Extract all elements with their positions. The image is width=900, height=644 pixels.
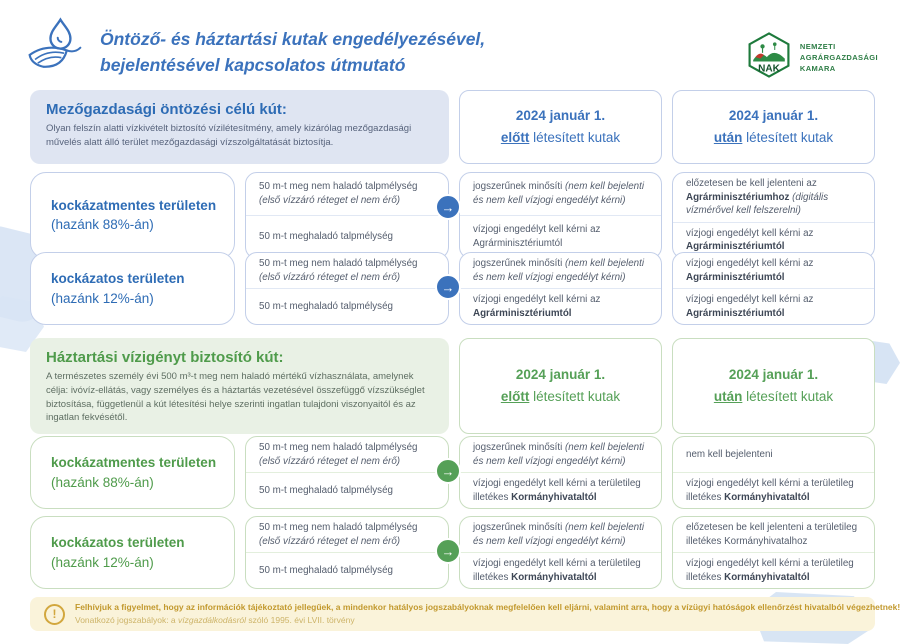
rules-after-2024-box: nem kell bejelenteni vízjogi engedélyt kell kérni a területileg illetékes Kormányhivataltól <box>672 436 875 509</box>
exclamation-icon: ! <box>44 604 65 625</box>
rules-after-2024-box: vízjogi engedélyt kell kérni az Agrárminisztériumtól vízjogi engedélyt kell kérni az Agrárminisztériumtól <box>672 252 875 325</box>
household-row-riskfree <box>30 436 875 506</box>
rules-before-2024-box: jogszerűnek minősíti (nem kell bejelenti és nem kell vízjogi engedélyt kérni) vízjogi engedélyt kell kérni a területileg illetékes Kormányhivataltól <box>459 516 662 589</box>
rules-before-2024-box: jogszerűnek minősíti (nem kell bejelenti és nem kell vízjogi engedélyt kérni) vízjogi engedélyt kell kérni a területileg illetékes Kormányhivataltól <box>459 436 662 509</box>
water-drop-leaves-icon <box>26 16 84 79</box>
rules-before-2024-box: jogszerűnek minősíti (nem kell bejelenti és nem kell vízjogi engedélyt kérni) vízjogi engedélyt kell kérni az Agrárminisztériumtól <box>459 172 662 259</box>
depth-conditions-box: 50 m-t meg nem haladó talpmélység (első vízzáró réteget el nem érő) 50 m-t meghaladó talpmélység <box>245 172 449 259</box>
area-label-risky: kockázatos területen (hazánk 12%-án) <box>30 252 235 325</box>
arrow-right-icon: → <box>435 274 461 300</box>
section-description: A természetes személy évi 500 m³-t meg nem haladó mértékű vízhasználata, amelynek célja: ivóvíz-ellátás, vagy személyes és a háztartás vezetésével összefüggő vízszükséglet biztosítása, függetlenül a kút létesítési helye szerinti ingatlan tulajdoni viszonyaitól és az ingatlan fekvésétől. <box>46 371 425 424</box>
page-title <box>100 26 485 79</box>
area-label-riskfree: kockázatmentes területen (hazánk 88%-án) <box>30 172 235 259</box>
section-title: Mezőgazdasági öntözési célú kút: <box>46 101 287 118</box>
agricultural-row-riskfree <box>30 172 875 253</box>
household-row-risky <box>30 516 875 586</box>
section-description: Olyan felszín alatti vízkivételt biztosító vízilétesítmény, amely kizárólag mezőgazdasági művelés alatt álló terület mezőgazdasági vízszolgáltatását biztosítja. <box>46 123 412 148</box>
nak-name: NEMZETI AGRÁRGAZDASÁGI KAMARA <box>799 41 878 74</box>
area-label-risky: kockázatos területen (hazánk 12%-án) <box>30 516 235 589</box>
column-header-before-2024: 2024 január 1. előtt létesített kutak <box>459 90 662 164</box>
rules-before-2024-box: jogszerűnek minősíti (nem kell bejelenti és nem kell vízjogi engedélyt kérni) vízjogi engedélyt kell kérni az Agrárminisztériumtól <box>459 252 662 325</box>
agricultural-row-risky <box>30 252 875 322</box>
arrow-right-icon: → <box>435 194 461 220</box>
section-agricultural-intro <box>30 90 449 164</box>
footer-legal-reference: Vonatkozó jogszabályok: a vízgazdálkodásról szóló 1995. évi LVII. törvény <box>75 615 355 625</box>
section-household-header-band <box>30 338 875 428</box>
section-household-intro <box>30 338 449 434</box>
depth-conditions-box: 50 m-t meg nem haladó talpmélység (első vízzáró réteget el nem érő) 50 m-t meghaladó talpmélység <box>245 436 449 509</box>
column-header-after-2024: 2024 január 1. után létesített kutak <box>672 90 875 164</box>
page-title-line1: Öntöző- és háztartási kutak engedélyezésével, <box>100 29 486 49</box>
depth-conditions-box: 50 m-t meg nem haladó talpmélység (első vízzáró réteget el nem érő) 50 m-t meghaladó talpmélység <box>245 252 449 325</box>
section-title: Háztartási vízigényt biztosító kút: <box>46 349 284 366</box>
rules-after-2024-box: előzetesen be kell jelenteni a területileg illetékes Kormányhivatalhoz vízjogi engedélyt kell kérni a területileg illetékes Kormányhivataltól <box>672 516 875 589</box>
footer-disclaimer <box>30 597 900 631</box>
column-header-after-2024: 2024 január 1. után létesített kutak <box>672 338 875 434</box>
arrow-right-icon: → <box>435 538 461 564</box>
header <box>0 0 900 88</box>
rules-after-2024-box: előzetesen be kell jelenteni az Agrárminisztériumhoz (digitális vízmérővel kell felszerelni) vízjogi engedélyt kell kérni az Agrárminisztériumtól <box>672 172 875 259</box>
section-agricultural-header-band <box>30 90 875 164</box>
column-header-before-2024: 2024 január 1. előtt létesített kutak <box>459 338 662 434</box>
arrow-right-icon: → <box>435 458 461 484</box>
nak-hexagon-logo <box>746 32 792 83</box>
nak-logo <box>746 32 878 83</box>
nak-abbreviation: NAK <box>758 63 780 75</box>
area-label-riskfree: kockázatmentes területen (hazánk 88%-án) <box>30 436 235 509</box>
footer-warning: Felhívjuk a figyelmet, hogy az információk tájékoztató jellegűek, a mindenkor hatályos jogszabályoknak megfelelően kell eljárni, valamint arra, hogy a vízügyi hatóságok ellenőrzést hivatalból végezhetnek! <box>75 601 900 612</box>
page-title-line2: bejelentésével kapcsolatos útmutató <box>100 55 406 76</box>
depth-conditions-box: 50 m-t meg nem haladó talpmélység (első vízzáró réteget el nem érő) 50 m-t meghaladó talpmélység <box>245 516 449 589</box>
